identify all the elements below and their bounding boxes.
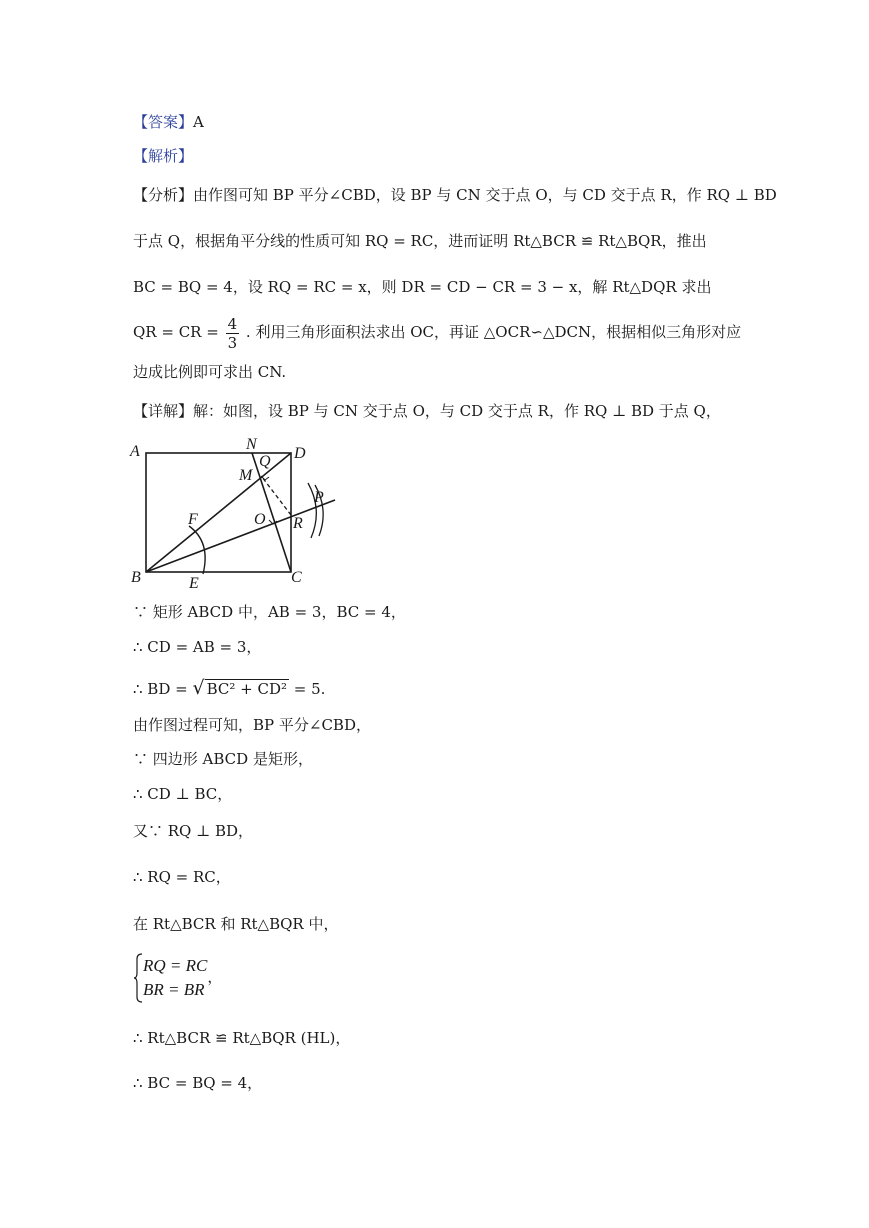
analysis-text-4b: . 利用三角形面积法求出 OC，再证 △OCR∽△DCN，根据相似三角形对应: [245, 323, 742, 341]
proof-step-2-text: ∴ CD = AB = 3，: [133, 638, 262, 656]
label-r: R: [293, 515, 303, 532]
proof-step-1-text: ∵ 矩形 ABCD 中，AB = 3，BC = 4，: [133, 603, 406, 621]
analysis-text-3: BC = BQ = 4，设 RQ = RC = x，则 DR = CD − CR = 3 − x，解 Rt△DQR 求出: [133, 278, 712, 296]
proof-step-10-system: [133, 953, 222, 1003]
label-p: P: [314, 489, 324, 506]
label-n: N: [246, 436, 257, 453]
analysis-label: 【分析】: [133, 186, 194, 204]
proof-step-6: [133, 784, 232, 804]
equation-tail: ，: [207, 968, 223, 986]
answer-value: A: [193, 113, 204, 131]
ray-bp: [146, 500, 335, 572]
sqrt-symbol: √: [192, 677, 205, 699]
proof-step-11: [133, 1028, 350, 1048]
detail-label: 【详解】: [133, 402, 194, 420]
proof-step-5-text: ∵ 四边形 ABCD 是矩形，: [133, 750, 313, 768]
analysis-line-1: [133, 185, 777, 205]
proof-step-4-text: 由作图过程可知，BP 平分∠CBD，: [133, 716, 371, 734]
analysis-text-5: 边成比例即可求出 CN.: [133, 363, 287, 381]
equation-top: RQ = RC: [143, 956, 208, 975]
detail-text-1: 解：如图，设 BP 与 CN 交于点 O，与 CD 交于点 R，作 RQ ⊥ BD 于点 Q，: [193, 402, 721, 420]
analysis-line-2: [133, 231, 707, 251]
geometry-figure: [125, 432, 345, 592]
proof-step-3: [133, 676, 325, 701]
right-angle-q: [261, 476, 269, 480]
jiexi-label-text: 【解析】: [133, 147, 194, 165]
analysis-text-1: 由作图可知 BP 平分∠CBD，设 BP 与 CN 交于点 O，与 CD 交于点 R，作 RQ ⊥ BD: [193, 186, 777, 204]
proof-step-3-lhs: ∴ BD =: [133, 680, 188, 698]
analysis-line-4: [133, 312, 741, 352]
label-q: Q: [259, 453, 271, 470]
label-f: F: [188, 511, 198, 528]
fraction-four-thirds: [226, 315, 240, 352]
proof-step-9-text: 在 Rt△BCR 和 Rt△BQR 中，: [133, 915, 339, 933]
analysis-line-5: [133, 362, 286, 382]
proof-step-6-text: ∴ CD ⊥ BC，: [133, 785, 233, 803]
detail-line-1: [133, 401, 721, 421]
answer-label: 【答案】: [133, 113, 194, 131]
label-b: B: [131, 569, 141, 586]
equation-bottom: BR = BR: [143, 980, 205, 999]
left-brace: [133, 953, 143, 1003]
proof-step-3-rhs: = 5.: [293, 680, 326, 698]
fraction-numerator: 4: [227, 314, 238, 333]
label-o: O: [254, 511, 266, 528]
proof-step-8: [133, 867, 231, 887]
proof-step-11-text: ∴ Rt△BCR ≌ Rt△BQR (HL)，: [133, 1029, 351, 1047]
jiexi-label: [133, 146, 193, 166]
analysis-text-2: 于点 Q，根据角平分线的性质可知 RQ = RC，进而证明 Rt△BCR ≌ Rt△BQR，推出: [133, 232, 707, 250]
proof-step-12: [133, 1073, 262, 1093]
diagonal-bd: [146, 453, 291, 572]
fraction-denominator: 3: [227, 333, 238, 352]
analysis-text-4a: QR = CR =: [133, 323, 219, 341]
label-c: C: [291, 569, 302, 586]
proof-step-9: [133, 914, 338, 934]
sqrt-radicand: BC² + CD²: [206, 680, 288, 698]
label-a: A: [130, 443, 140, 460]
proof-step-5: [133, 749, 313, 769]
label-e: E: [189, 575, 199, 592]
proof-step-7: [133, 821, 253, 841]
proof-step-8-text: ∴ RQ = RC，: [133, 868, 231, 886]
proof-step-12-text: ∴ BC = BQ = 4，: [133, 1074, 263, 1092]
equation-system: [143, 954, 207, 1002]
label-m: M: [239, 467, 253, 484]
analysis-line-3: [133, 277, 711, 297]
proof-step-7-text: 又∵ RQ ⊥ BD，: [133, 822, 254, 840]
proof-step-4: [133, 715, 371, 735]
answer-line: [133, 112, 204, 132]
proof-step-2: [133, 637, 261, 657]
proof-step-1: [133, 602, 406, 622]
label-d: D: [294, 445, 306, 462]
